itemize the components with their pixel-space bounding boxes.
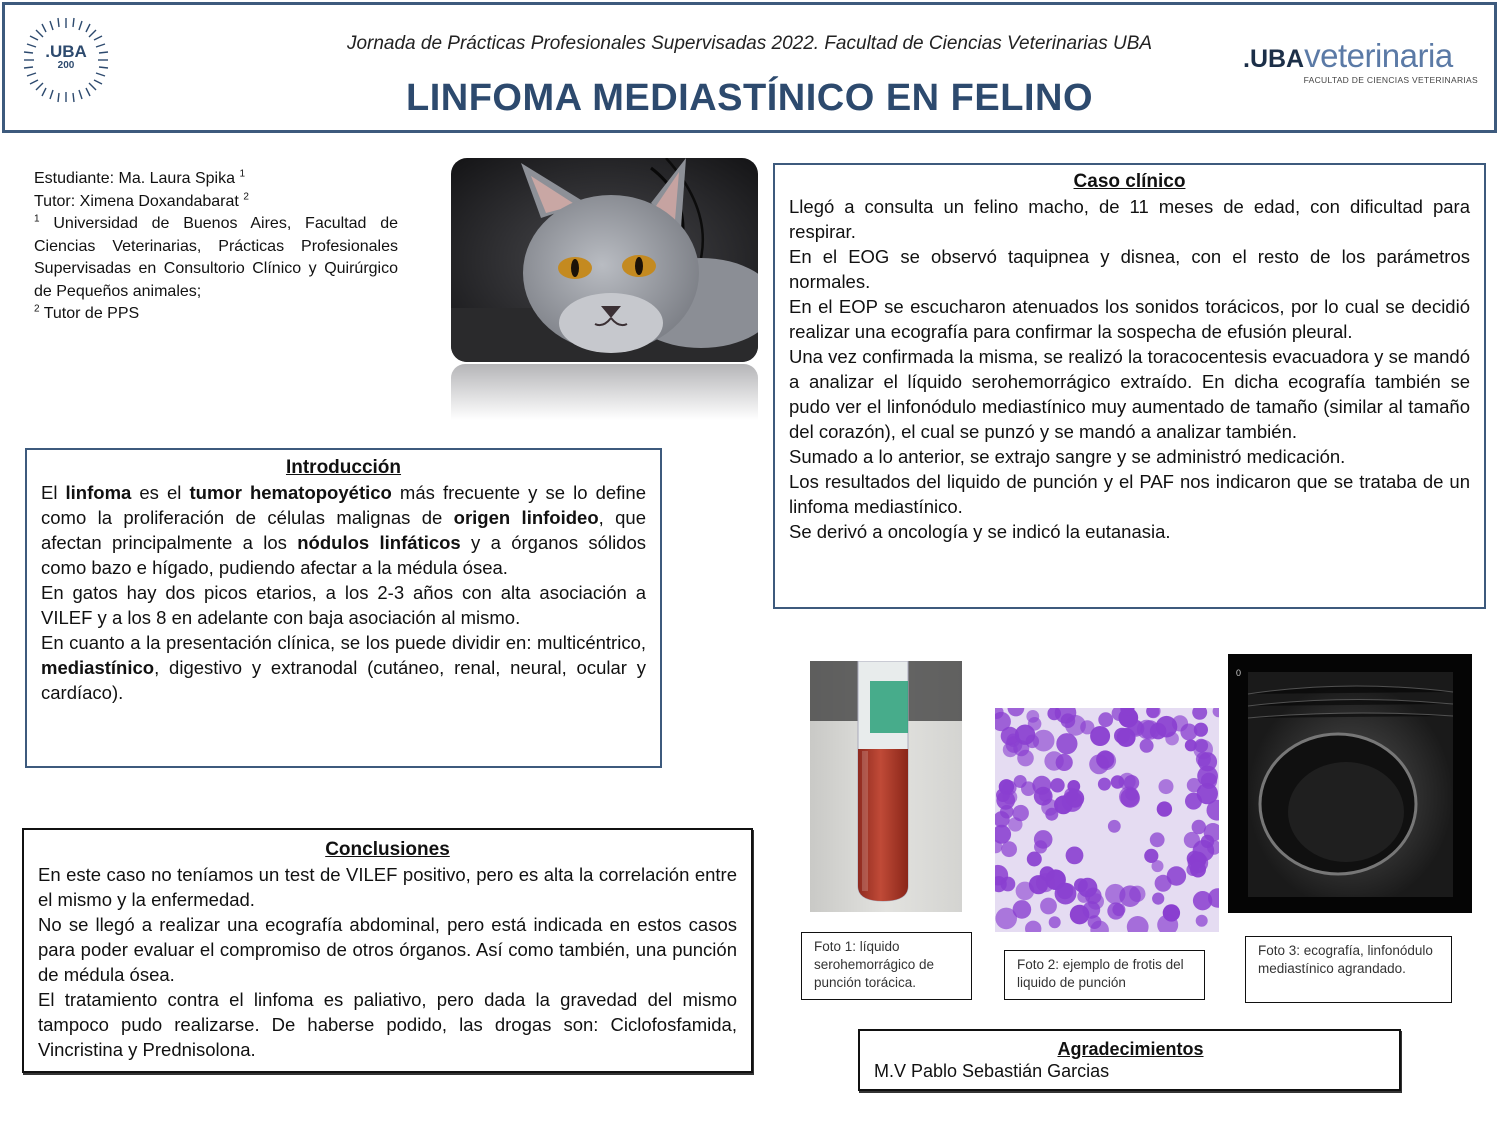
svg-text:0: 0 (1236, 668, 1242, 678)
smear-cell (1114, 728, 1130, 744)
caso-paragraph: En el EOG se observó taquipnea y disnea, con el resto de los parámetros normales. (789, 246, 1470, 292)
smear-cell (1157, 801, 1172, 816)
uba-veterinaria-logo (1243, 38, 1478, 85)
aff2-sup: 2 (34, 303, 40, 315)
intro-text: y a órganos sólidos como bazo e hígado, pudiendo afectar a la médula ósea. (41, 532, 647, 578)
intro-bold: linfoma (65, 482, 132, 503)
affiliation-1 (34, 213, 398, 303)
intro-text: , digestivo y extranodal (cutáneo, renal, neural, ocular y cardíaco). (41, 657, 646, 703)
uba-logo-year: 200 (57, 60, 75, 71)
intro-text: El (41, 482, 66, 503)
smear-cell (1033, 730, 1055, 752)
smear-cell (1080, 720, 1094, 734)
tutor-sup: 2 (243, 191, 249, 203)
conclusiones-section (22, 828, 753, 1073)
caso-paragraph: Llegó a consulta un felino macho, de 11 meses de edad, con dificultad para respirar. (789, 196, 1470, 242)
smear-cell (1021, 781, 1036, 796)
caso-paragraph: Una vez confirmada la misma, se realizó la toracocentesis evacuadora y se mandó a analizar el líquido serohemorrágico extraído. En dicha ecografía también se pudo ver el linfonódulo mediastínico muy aumentado de tamaño (similar al tamaño del corazón), el cual se punzó y se mandó a analizar también. (789, 346, 1470, 442)
poster-title: LINFOMA MEDIASTÍNICO EN FELINO (405, 77, 1093, 119)
caso-paragraph: En el EOP se escucharon atenuados los sonidos torácicos, por lo cual se decidió realizar una ecografía para confirmar la sospecha de efusión pleural. (789, 296, 1470, 342)
smear-cell (1152, 893, 1164, 905)
intro-title: Introducción (285, 457, 402, 478)
caso-clinico-section (773, 163, 1486, 609)
smear-cell (1197, 766, 1218, 787)
smear-cell (1040, 898, 1057, 915)
smear-cell (1150, 832, 1165, 847)
student-sup: 1 (239, 168, 246, 180)
intro-text: , que afectan principalmente a los (41, 507, 647, 553)
event-line: Jornada de Prácticas Profesionales Supervisadas 2022. Facultad de Ciencias Veterinarias UBA (346, 33, 1153, 54)
smear-cell (1140, 739, 1154, 753)
agradecimientos-section (858, 1029, 1401, 1091)
intro-text: más frecuente y se lo define como la proliferación de células malignas de (41, 482, 646, 528)
smear-cell (1159, 779, 1174, 794)
smear-cell (1032, 776, 1051, 795)
uba-logo-text: .UBA (45, 42, 87, 61)
caso-paragraph: Los resultados del liquido de punción y el PAF nos indicaron que se trataba de un linfoma mediastínico. (789, 471, 1470, 517)
smear-cell (1098, 712, 1113, 727)
concl-paragraph: En este caso no teníamos un test de VILEF positivo, pero es alta la correlación entre el mismo y la enfermedad. (38, 864, 737, 910)
smear-cell (1196, 915, 1208, 927)
smear-cell (1140, 720, 1159, 739)
smear-cell (1016, 882, 1035, 901)
smear-cell (1167, 866, 1186, 885)
intro-text: En cuanto a la presentación clínica, se los puede dividir en: multicéntrico, (41, 632, 646, 653)
foto-3-ultrasound (1228, 654, 1472, 913)
smear-cell (1089, 754, 1109, 774)
smear-cell (1190, 862, 1206, 878)
intro-bold: nódulos linfáticos (297, 532, 461, 553)
smear-cell (1066, 789, 1085, 808)
introduccion-section (25, 448, 662, 768)
logo-vet-text: veterinaria (1304, 37, 1453, 74)
logo-uba-text: .UBA (1243, 45, 1305, 73)
intro-bold: tumor hematopoyético (189, 482, 392, 503)
smear-cell (1193, 740, 1213, 760)
caso-paragraph: Sumado a lo anterior, se extrajo sangre y se administró medicación. (789, 446, 1346, 467)
smear-cell (1013, 805, 1029, 821)
concl-title: Conclusiones (325, 839, 450, 860)
intro-paragraph-1 (41, 480, 646, 580)
smear-cell (1013, 900, 1032, 919)
intro-bold: mediastínico (41, 657, 155, 678)
affiliation-2 (34, 303, 398, 326)
smear-cell (1045, 808, 1058, 821)
caso-paragraph: Se derivó a oncología y se indicó la eutanasia. (789, 521, 1171, 542)
intro-text: es el (131, 482, 190, 503)
cat-photo-reflection (451, 364, 758, 420)
agrad-text: M.V Pablo Sebastián Garcias (874, 1061, 1110, 1081)
logo-faculty-text: FACULTAD DE CIENCIAS VETERINARIAS (1303, 75, 1478, 85)
smear-cell (1003, 790, 1018, 805)
smear-cell (1001, 877, 1016, 892)
smear-cell (1119, 773, 1136, 790)
smear-cell (1055, 883, 1077, 905)
smear-cell (1193, 840, 1215, 862)
foto-1-tube (810, 661, 962, 912)
aff2-text: Tutor de PPS (43, 305, 140, 322)
smear-cell (1152, 860, 1164, 872)
caso-body (789, 194, 1470, 544)
smear-cell (1001, 841, 1017, 857)
cat-photo (451, 158, 758, 362)
agrad-title: Agradecimientos (1057, 1039, 1204, 1059)
smear-cell (1192, 820, 1206, 834)
smear-cell (1112, 903, 1125, 916)
smear-cell (1078, 878, 1098, 898)
smear-cell (1098, 778, 1111, 791)
student-name: Estudiante: Ma. Laura Spika (34, 170, 236, 187)
foto-1-caption: Foto 1: líquido serohemorrágico de punción torácica. (801, 932, 972, 1000)
smear-cell (1013, 740, 1029, 756)
concl-paragraph: El tratamiento contra el linfoma es paliativo, pero dada la gravedad del mismo tampoco pudo realizarse. De haberse podido, las drogas son: Ciclofosfamida, Vincristina y Prednisolona. (38, 989, 737, 1060)
smear-cell (1066, 847, 1084, 865)
concl-paragraph: No se llegó a realizar una ecografía abdominal, pero está indicada en estos casos para poder evaluar el compromiso de otros órganos. Así como también, una punción de médula ósea. (38, 914, 737, 985)
smear-cell (1050, 778, 1064, 792)
authors-block (34, 168, 398, 326)
aff1-text: Universidad de Buenos Aires, Facultad de Ciencias Veterinarias, Prácticas Profesionales Supervisadas en Consultorio Clínico y Quirúrgico de Pequeños animales; (34, 215, 399, 300)
tutor-line (34, 191, 398, 214)
smear-cell (1083, 901, 1101, 919)
intro-paragraph-2: En gatos hay dos picos etarios, a los 2-3 años con alta asociación a VILEF y a los 8 en adelante con baja asociación al mismo. (41, 582, 646, 628)
intro-body (41, 480, 646, 705)
smear-cell (1034, 840, 1047, 853)
smear-cell (1056, 754, 1073, 771)
foto-2-smear (995, 708, 1219, 932)
smear-cell (1061, 713, 1076, 728)
smear-cell (1194, 723, 1208, 737)
smear-cell (1172, 715, 1188, 731)
concl-body (38, 862, 737, 1062)
smear-cell (1119, 885, 1141, 907)
smear-cell (1027, 852, 1042, 867)
foto-3-caption: Foto 3: ecografía, linfonódulo mediastínico agrandado. (1245, 936, 1452, 1003)
foto-2-caption: Foto 2: ejemplo de frotis del liquido de punción (1004, 950, 1205, 1000)
caso-title: Caso clínico (1073, 171, 1186, 192)
smear-cell (1049, 916, 1061, 928)
intro-paragraph-3 (41, 630, 646, 705)
tutor-name: Tutor: Ximena Doxandabarat (34, 192, 239, 210)
aff1-sup: 1 (34, 213, 40, 225)
smear-cell (1056, 733, 1077, 754)
smear-cell (1108, 820, 1121, 833)
intro-bold: origen linfoideo (453, 507, 599, 528)
student-line (34, 168, 398, 191)
